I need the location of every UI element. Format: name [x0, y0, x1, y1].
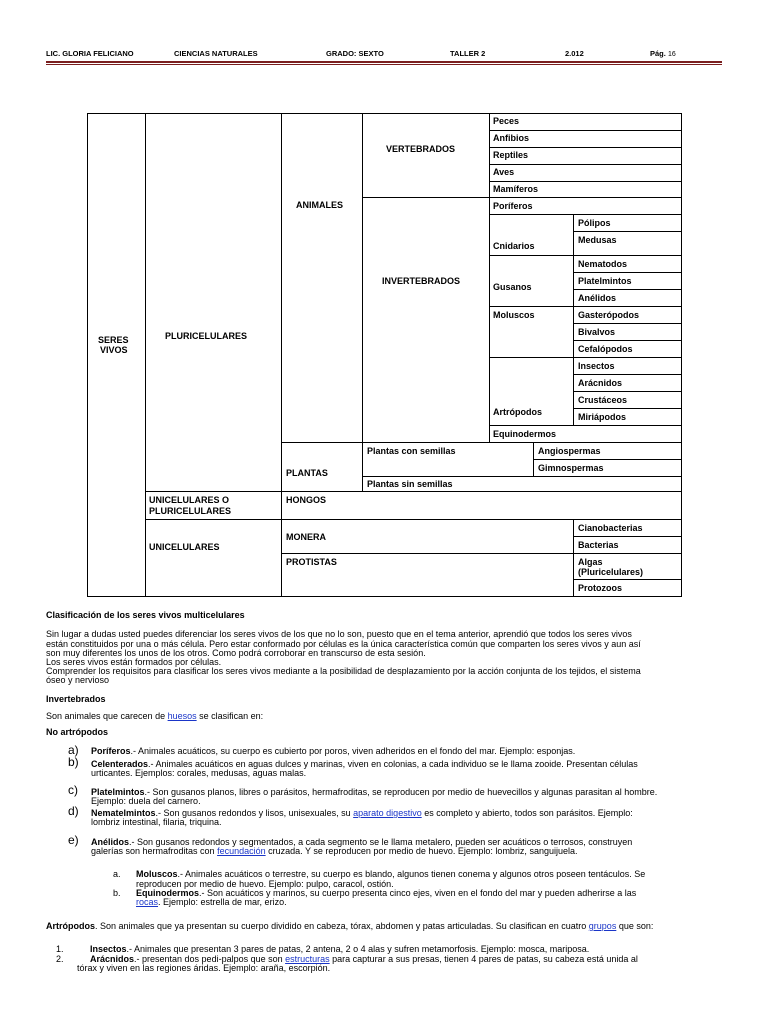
cell-medusas: Medusas [578, 235, 617, 245]
paragraph-line: son muy diferentes los unos de los otros. Como podrá corroborar en transcurso de esta sesión. [46, 648, 426, 658]
numbered-line: tórax y viven en las regiones áridas. Ejemplo: araña, escorpión. [77, 963, 331, 973]
cell-algas-2: (Pluricelulares) [578, 567, 644, 577]
list-marker: a) [68, 743, 79, 757]
cell-protozoos: Protozoos [578, 583, 622, 593]
table-hline [573, 374, 682, 375]
text-span: .- presentan dos pedi-palpos que son [134, 954, 286, 964]
numbered-marker: 2. [56, 954, 64, 964]
table-vline [573, 214, 574, 425]
cell-uni-o-pluri-2: PLURICELULARES [149, 506, 232, 516]
sublist-marker: b. [113, 888, 121, 898]
term: Celenterados [91, 759, 149, 769]
cell-miriapodos: Miriápodos [578, 412, 627, 422]
table-border-right [681, 113, 682, 597]
paragraph-line: están constituidos por una o más célula. Pero estar conformado por células es la única característica común que comparten los seres vivos y aun así [46, 639, 641, 649]
list-marker: d) [68, 804, 79, 818]
paragraph-invertebrados [46, 711, 726, 721]
cell-vivos: VIVOS [100, 345, 128, 355]
text-span: .- Son gusanos redondos y lisos, unisexuales, su [155, 808, 354, 818]
cell-reptiles: Reptiles [493, 150, 529, 160]
term: Artrópodos [46, 921, 95, 931]
text-span: cruzada. Y se reproducen por medio de huevo. Ejemplo: lombriz, sanguijuela. [265, 846, 578, 856]
cell-gasteropodos: Gasterópodos [578, 310, 640, 320]
header-author: LIC. GLORIA FELICIANO [46, 49, 134, 58]
table-vline [281, 113, 282, 597]
numbered-item-insectos [90, 944, 726, 954]
term: Poríferos [91, 746, 131, 756]
header-grade: GRADO: SEXTO [326, 49, 384, 58]
heading-invertebrados: Invertebrados [46, 694, 106, 704]
cell-gusanos: Gusanos [493, 282, 532, 292]
cell-artropodos: Artrópodos [493, 407, 542, 417]
table-hline [533, 459, 682, 460]
paragraph-artropodos [46, 921, 726, 931]
cell-aves: Aves [493, 167, 515, 177]
header-page-label: Pág. [650, 49, 666, 58]
table-hline [573, 340, 682, 341]
sublist-line [136, 897, 287, 907]
text-span: es completo y abierto, todos son parásitos. Ejemplo: [421, 808, 633, 818]
text-span: .- Son gusanos redondos y segmentados, a cada segmento se le llama metalero, pueden ser acuáticos o terrosos, construyen [129, 837, 633, 847]
list-item-line: Ejemplo: duela del carnero. [91, 796, 201, 806]
cell-poriferos: Poríferos [493, 201, 533, 211]
table-hline [489, 147, 682, 148]
paragraph-line: Sin lugar a dudas usted puedes diferenciar los seres vivos de los que no lo son, puesto que en el tema anterior, aprendió que todos los seres vivos [46, 629, 632, 639]
cell-cnidarios: Cnidarios [493, 241, 535, 251]
table-hline [489, 255, 682, 256]
cell-nematodos: Nematodos [578, 259, 628, 269]
link-grupos[interactable]: grupos [588, 921, 617, 931]
paragraph-line: Comprender los requisitos para clasificar los seres vivos mediante a la posibilidad de desplazamiento por la acción conjunta de los tejidos, el sistema [46, 666, 641, 676]
cell-equinodermos: Equinodermos [493, 429, 557, 439]
cell-polipos: Pólipos [578, 218, 611, 228]
text-span: . Ejemplo: estrella de mar, erizo. [158, 897, 287, 907]
list-item-poriferos [91, 746, 726, 756]
text-span: .- Animales acuáticos en aguas dulces y marinas, viven en colonias, a cada individuo se le llama zooide. Presentan células [148, 759, 638, 769]
table-border-top [87, 113, 682, 114]
table-border-left [87, 113, 88, 597]
cell-invertebrados: INVERTEBRADOS [382, 276, 461, 286]
list-item-line: lombriz intestinal, filaria, triquina. [91, 817, 222, 827]
cell-cianobacterias: Cianobacterias [578, 523, 643, 533]
cell-crustaceos: Crustáceos [578, 395, 628, 405]
table-hline [489, 130, 682, 131]
paragraph-line: Los seres vivos están formados por células. [46, 657, 222, 667]
table-hline [573, 323, 682, 324]
table-hline [573, 408, 682, 409]
cell-mamiferos: Mamíferos [493, 184, 539, 194]
table-hline [573, 289, 682, 290]
cell-insectos: Insectos [578, 361, 615, 371]
text-span: .- Son gusanos planos, libres o parásitos, hermafroditas, se reproducen por medio de huevecillos y algunas parasitan al hombre. [144, 787, 658, 797]
term: Anélidos [91, 837, 130, 847]
table-hline [362, 476, 682, 477]
table-hline [573, 579, 682, 580]
table-hline [362, 197, 682, 198]
term: Arácnidos [90, 954, 135, 964]
table-hline [281, 553, 682, 554]
cell-plantas-con-semillas: Plantas con semillas [367, 446, 456, 456]
link-aparato-digestivo[interactable]: aparato digestivo [353, 808, 422, 818]
cell-anelidos: Anélidos [578, 293, 617, 303]
cell-anfibios: Anfibios [493, 133, 529, 143]
text-span: .- Animales acuáticos o terrestre, su cuerpo es blando, algunos tienen conema y algunos otros poseen tentáculos. Se [177, 869, 646, 879]
text-span: .- Animales acuáticos, su cuerpo es cubierto por poros, viven adheridos en el fondo del mar. Ejemplo: esponjas. [130, 746, 576, 756]
term: Platelmintos [91, 787, 145, 797]
heading-clasificacion: Clasificación de los seres vivos multicelulares [46, 610, 245, 620]
sublist-marker: a. [113, 869, 121, 879]
cell-angiospermas: Angiospermas [538, 446, 601, 456]
table-vline [489, 113, 490, 442]
cell-aracnidos: Arácnidos [578, 378, 623, 388]
cell-seres: SERES [98, 335, 129, 345]
term: Moluscos [136, 869, 178, 879]
table-hline [573, 231, 682, 232]
text-span: .- Animales que presentan 3 pares de patas, 2 antena, 2 o 4 alas y sufren metamorfosis. Ejemplo: mosca, mariposa. [126, 944, 590, 954]
cell-hongos: HONGOS [286, 495, 327, 505]
table-hline [489, 214, 682, 215]
table-vline [573, 519, 574, 597]
sublist-line: reproducen por medio de huevo. Ejemplo: pulpo, caracol, ostión. [136, 879, 394, 889]
header-page-number: 16 [667, 51, 676, 58]
cell-plantas: PLANTAS [286, 468, 328, 478]
cell-platelmintos: Platelmintos [578, 276, 632, 286]
cell-monera: MONERA [286, 532, 326, 542]
text-span: .- Son acuáticos y marinos, su cuerpo presenta cinco ejes, viven en el fondo del mar y pueden adherirse a las [199, 888, 637, 898]
list-marker: c) [68, 783, 78, 797]
table-hline [281, 442, 682, 443]
term: Insectos [90, 944, 127, 954]
cell-cefalopodos: Cefalópodos [578, 344, 633, 354]
text-span: . Son animales que ya presentan su cuerpo dividido en cabeza, tórax, abdomen y patas articuladas. Su clasifican en cuatro [95, 921, 589, 931]
text-span: Son animales que carecen de [46, 711, 168, 721]
text-span: galerías son hermafroditas con [91, 846, 218, 856]
link-rocas[interactable]: rocas [136, 897, 159, 907]
paragraph-line: óseo y nervioso [46, 675, 110, 685]
header-year: 2.012 [565, 49, 584, 58]
list-marker: b) [68, 755, 79, 769]
cell-protistas: PROTISTAS [286, 557, 337, 567]
cell-bacterias: Bacterias [578, 540, 619, 550]
cell-unicelulares: UNICELULARES [149, 542, 220, 552]
cell-animales: ANIMALES [296, 200, 343, 210]
link-huesos[interactable]: huesos [167, 711, 197, 721]
table-hline [573, 536, 682, 537]
table-hline [145, 491, 682, 492]
list-marker: e) [68, 833, 79, 847]
link-fecundacion[interactable]: fecundación [217, 846, 266, 856]
text-span: que son: [616, 921, 654, 931]
header-subject: CIENCIAS NATURALES [174, 49, 258, 58]
table-hline [489, 357, 682, 358]
cell-vertebrados: VERTEBRADOS [386, 144, 456, 154]
list-item-line [91, 846, 577, 856]
table-border-bottom [87, 596, 682, 597]
table-hline [489, 181, 682, 182]
cell-pluricelulares: PLURICELULARES [165, 331, 248, 341]
table-hline [489, 425, 682, 426]
numbered-marker: 1. [56, 944, 64, 954]
list-item-line: urticantes. Ejemplos: corales, medusas, aguas malas. [91, 768, 307, 778]
table-vline [145, 113, 146, 597]
cell-peces: Peces [493, 116, 520, 126]
cell-algas: Algas [578, 557, 603, 567]
heading-no-artropodos: No artrópodos [46, 727, 108, 737]
cell-gimnospermas: Gimnospermas [538, 463, 604, 473]
sublist-item-moluscos [136, 869, 726, 879]
link-estructuras[interactable]: estructuras [285, 954, 330, 964]
table-hline [489, 164, 682, 165]
table-vline [362, 113, 363, 491]
text-span: para capturar a sus presas, tienen 4 pares de patas, su cabeza está unida al [329, 954, 638, 964]
term: Equinodermos [136, 888, 200, 898]
term: Nematelmintos [91, 808, 156, 818]
cell-plantas-sin-semillas: Plantas sin semillas [367, 479, 453, 489]
cell-bivalvos: Bivalvos [578, 327, 616, 337]
cell-uni-o-pluri: UNICELULARES O [149, 495, 230, 505]
text-span: se clasifican en: [196, 711, 264, 721]
table-hline [573, 391, 682, 392]
table-hline [573, 272, 682, 273]
cell-moluscos: Moluscos [493, 310, 535, 320]
header-workshop: TALLER 2 [450, 49, 486, 58]
table-hline [489, 306, 682, 307]
table-hline [145, 519, 682, 520]
